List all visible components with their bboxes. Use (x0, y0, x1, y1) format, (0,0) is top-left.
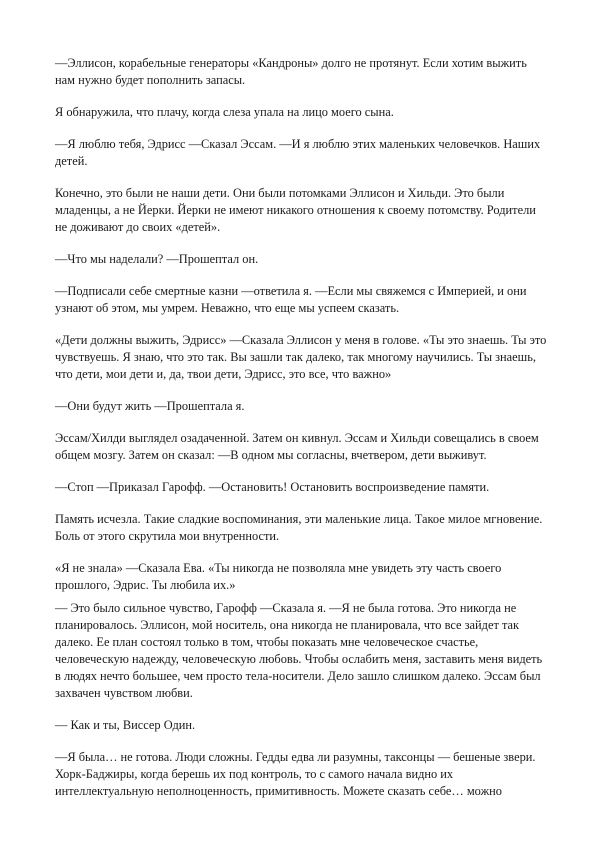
text-line: Память исчезла. Такие сладкие воспоминания, эти маленькие лица. Такое милое мгновение. (55, 512, 543, 526)
text-line: интеллектуальную неполноценность, примитивность. Можете сказать себе… можно (55, 784, 502, 798)
text-line: —Я была… не готова. Люди сложны. Гедды едва ли разумны, таксонцы — бешеные звери. (55, 750, 536, 764)
paragraph (55, 560, 548, 594)
text-line: Эссам/Хилди выглядел озадаченной. Затем он кивнул. Эссам и Хильди совещались в своем (55, 431, 539, 445)
text-line: Боль от этого скрутила мои внутренности. (55, 529, 280, 543)
text-line: младенцы, а не Йерки. Йерки не имеют никакого отношения к своему потомству. Родители (55, 203, 536, 217)
text-line: общем мозгу. Затем он сказал: —В одном мы согласны, вчетвером, дети выживут. (55, 448, 487, 462)
text-line: далеко. Ее план состоял только в том, чтобы показать мне человеческое счастье, (55, 635, 479, 649)
paragraph (55, 430, 548, 464)
text-line: — Это было сильное чувство, Гарофф —Сказала я. —Я не была готова. Это никогда не (55, 601, 517, 615)
text-line: —Они будут жить —Прошептала я. (55, 399, 245, 413)
paragraph (55, 185, 548, 236)
text-line: —Я люблю тебя, Эдрисс —Сказал Эссам. —И я люблю этих маленьких человечков. Наших (55, 137, 541, 151)
text-line: планировалось. Эллисон, мой носитель, она никогда не планировала, что все зайдет так (55, 618, 520, 632)
paragraph (55, 55, 548, 89)
paragraph (55, 717, 548, 734)
text-line: Хорк-Баджиры, когда берешь их под контроль, то с самого начала видно их (55, 767, 454, 781)
text-line: чувствуешь. Я знаю, что это так. Вы зашли так далеко, так многому научились. Ты знаешь, (55, 350, 536, 364)
paragraph (55, 283, 548, 317)
text-line: Конечно, это были не наши дети. Они были потомками Эллисон и Хильди. Это были (55, 186, 505, 200)
paragraph (55, 332, 548, 383)
text-line: —Эллисон, корабельные генераторы «Кандроны» долго не протянут. Если хотим выжить (55, 56, 527, 70)
document-body (55, 55, 548, 800)
paragraph (55, 398, 548, 415)
paragraph (55, 600, 548, 702)
paragraph (55, 104, 548, 121)
text-line: не доживают до своих «детей». (55, 220, 221, 234)
text-line: прошлого, Эдрис. Ты любила их.» (55, 578, 236, 592)
paragraph (55, 251, 548, 268)
text-line: узнают об этом, мы умрем. Неважно, что еще мы успеем сказать. (55, 301, 400, 315)
text-line: —Стоп —Приказал Гарофф. —Остановить! Остановить воспроизведение памяти. (55, 480, 490, 494)
text-line: в людях нечто большее, чем просто тела-носители. Дело зашло слишком далеко. Эссам был (55, 669, 541, 683)
text-line: —Подписали себе смертные казни —ответила я. —Если мы свяжемся с Империей, и они (55, 284, 527, 298)
paragraph (55, 511, 548, 545)
text-line: захвачен чувством любви. (55, 686, 193, 700)
text-line: человеческую надежду, человеческую любовь. Чтобы ослабить меня, заставить меня видеть (55, 652, 543, 666)
text-line: детей. (55, 154, 88, 168)
paragraph (55, 136, 548, 170)
text-line: «Я не знала» —Сказала Ева. «Ты никогда не позволяла мне увидеть эту часть своего (55, 561, 502, 575)
text-line: «Дети должны выжить, Эдрисс» —Сказала Эллисон у меня в голове. «Ты это знаешь. Ты это (55, 333, 547, 347)
text-line: Я обнаружила, что плачу, когда слеза упала на лицо моего сына. (55, 105, 394, 119)
text-line: —Что мы наделали? —Прошептал он. (55, 252, 259, 266)
text-line: нам нужно будет пополнить запасы. (55, 73, 246, 87)
paragraph (55, 749, 548, 800)
paragraph (55, 479, 548, 496)
text-line: что дети, мои дети и, да, твои дети, Эдрисс, это все, что важно» (55, 367, 392, 381)
text-line: — Как и ты, Виссер Один. (55, 718, 196, 732)
